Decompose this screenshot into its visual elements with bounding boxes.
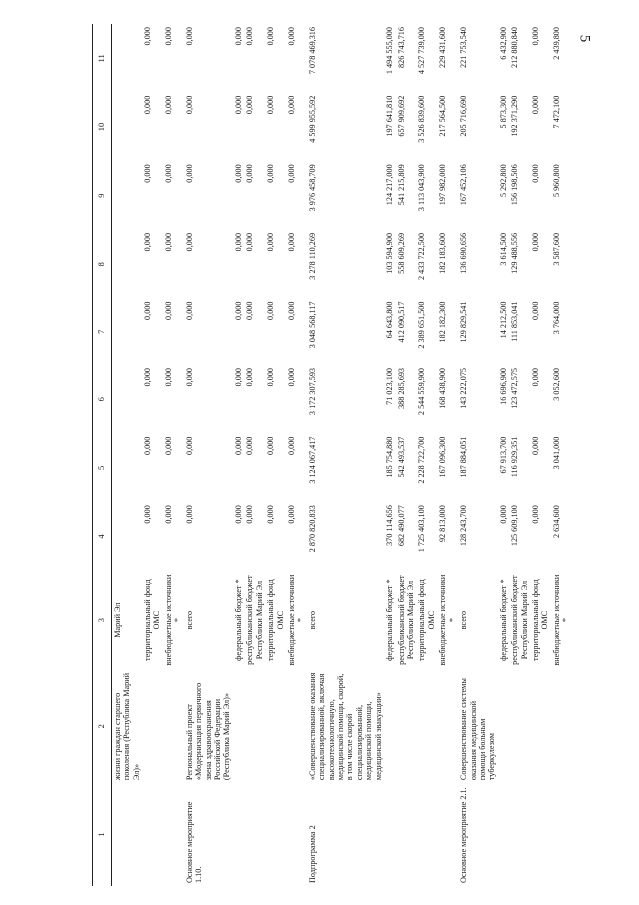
funding-source-cell: федеральный бюджет * [498,579,508,661]
table-row [384,24,395,886]
event-name-cell [233,783,244,886]
amount-cell [111,161,142,230]
table-row [551,24,572,886]
table-row [244,24,265,886]
amount-cell: 0,000 [184,367,194,387]
amount-cell: 221 753,540 [459,27,469,68]
amount-cell: 103 594,900 [385,232,395,274]
table-row [111,24,142,886]
amount-cell: 0,000 [163,436,173,456]
amount-cell [111,502,142,571]
program-title-cell [142,669,163,783]
amount-cell: 0,000 [531,505,541,524]
amount-cell: 192 371,290 [510,95,520,137]
table-row [458,24,498,886]
funding-source-cell: всего [459,610,469,630]
table-row [307,24,384,886]
amount-cell: 0,000 [184,301,194,320]
amount-cell: 128 243,700 [459,505,469,547]
amount-cell: 0,000 [233,232,243,252]
amount-cell: 0,000 [143,367,153,387]
amount-cell: 2 228 722,700 [417,436,427,484]
amount-cell: 657 909,692 [396,95,406,137]
event-name-cell [437,783,458,886]
amount-cell: 370 114,656 [385,505,395,546]
program-title-cell [530,669,551,783]
amount-cell: 0,000 [498,505,508,524]
amount-cell: 3 048 568,117 [307,301,317,349]
amount-cell: 0,000 [233,27,243,46]
funding-source-cell: всего [184,610,194,630]
amount-cell: 3 526 839,600 [417,95,427,143]
program-title-cell [384,669,395,783]
funding-source-cell: внебюджетные источники * [551,574,571,666]
amount-cell: 0,000 [286,95,296,115]
amount-cell: 3 172 307,593 [307,367,317,416]
amount-cell: 6 432,900 [498,27,508,60]
amount-cell: 0,000 [531,27,541,46]
amount-cell: 2 544 559,900 [417,367,427,416]
amount-cell: 4 527 739,000 [417,27,427,75]
amount-cell: 0,000 [163,301,173,320]
event-name-cell [416,783,437,886]
funding-source-cell: федеральный бюджет * [233,579,243,661]
amount-cell: 167 096,300 [438,436,448,478]
amount-cell: 0,000 [143,27,153,46]
table-row [265,24,286,886]
table-row [396,24,417,886]
amount-cell: 92 813,000 [438,505,448,543]
amount-cell: 0,000 [286,27,296,46]
amount-cell: 0,000 [266,232,276,252]
amount-cell: 5 292,800 [498,164,508,198]
column-header: 2 [93,669,112,783]
event-name-cell [111,783,142,886]
amount-cell: 129 829,541 [459,301,469,343]
table-row [498,24,509,886]
amount-cell: 0,000 [184,436,194,456]
amount-cell: 167 452,106 [459,164,469,206]
amount-cell [111,230,142,299]
amount-cell: 0,000 [286,505,296,524]
event-name-cell [286,783,307,886]
amount-cell: 0,000 [143,95,153,115]
column-header: 6 [93,365,112,434]
event-name-cell [265,783,286,886]
amount-cell: 0,000 [266,301,276,320]
amount-cell: 0,000 [245,27,255,46]
amount-cell: 0,000 [245,164,255,183]
amount-cell: 0,000 [233,367,243,387]
amount-cell: 0,000 [245,301,255,320]
amount-cell: 156 198,506 [510,164,520,206]
amount-cell: 143 222,075 [459,367,469,409]
amount-cell: 3 041,000 [551,436,561,470]
amount-cell: 0,000 [531,436,541,456]
amount-cell: 0,000 [531,367,541,387]
funding-source-cell: республиканский бюджет Республики Марий Эл [245,575,264,665]
program-title-cell [396,669,417,783]
program-title-cell [163,669,184,783]
amount-cell: 0,000 [163,505,173,524]
funding-source-cell: территориальный фонд ОМС [143,579,162,661]
amount-cell: 826 743,716 [396,27,406,68]
amount-cell: 0,000 [266,164,276,183]
program-title-cell [509,669,530,783]
event-name-cell [396,783,417,886]
amount-cell: 0,000 [233,301,243,320]
program-title-cell [233,669,244,783]
amount-cell: 1 494 555,000 [385,27,395,75]
amount-cell: 5 960,800 [551,164,561,198]
amount-cell: 0,000 [233,436,243,456]
amount-cell: 125 609,100 [510,505,520,547]
program-title-cell [265,669,286,783]
amount-cell: 212 880,840 [510,27,520,68]
program-title-cell: Совершенствование системы оказания медицинской помощи больным туберкулезом [459,678,497,781]
program-title-cell [437,669,458,783]
rotated-table-container [92,24,617,886]
amount-cell: 0,000 [245,367,255,387]
amount-cell: 0,000 [286,164,296,183]
table-row [142,24,163,886]
document-sheet [92,24,617,886]
program-title-cell [286,669,307,783]
amount-cell: 0,000 [184,232,194,252]
amount-cell: 0,000 [266,505,276,524]
amount-cell: 0,000 [286,301,296,320]
program-title-cell [244,669,265,783]
amount-cell [111,434,142,503]
amount-cell [111,299,142,365]
funding-source-cell: всего [307,610,317,630]
amount-cell: 0,000 [245,436,255,456]
page-number: 5 [576,34,593,43]
amount-cell: 0,000 [233,505,243,524]
amount-cell: 0,000 [233,164,243,183]
amount-cell: 0,000 [245,505,255,524]
table-row [437,24,458,886]
amount-cell: 0,000 [184,164,194,183]
event-name-cell [551,783,572,886]
amount-cell: 2 439,800 [551,27,561,60]
amount-cell: 168 438,900 [438,367,448,409]
amount-cell: 558 609,269 [396,232,406,274]
amount-cell: 64 643,800 [385,301,395,339]
amount-cell: 205 716,690 [459,95,469,137]
event-name-cell [142,783,163,886]
amount-cell: 0,000 [286,436,296,456]
funding-source-cell: республиканский бюджет Республики Марий Эл [510,575,529,665]
amount-cell [111,24,142,93]
amount-cell: 0,000 [184,505,194,524]
funding-source-cell: республиканский бюджет Республики Марий Эл [396,575,415,665]
amount-cell: 541 215,809 [396,164,406,206]
amount-cell: 3 113 043,900 [417,164,427,212]
amount-cell: 3 052,600 [551,367,561,401]
amount-cell: 0,000 [266,436,276,456]
amount-cell: 5 873,300 [498,95,508,129]
amount-cell: 0,000 [233,95,243,115]
amount-cell: 129 488,556 [510,232,520,274]
amount-cell [111,365,142,434]
amount-cell: 4 599 955,592 [307,95,317,143]
amount-cell: 682 490,077 [396,505,406,547]
amount-cell: 2 634,600 [551,505,561,538]
column-header: 10 [93,93,112,162]
amount-cell: 0,000 [163,27,173,46]
amount-cell: 3 587,600 [551,232,561,266]
amount-cell: 0,000 [163,95,173,115]
amount-cell: 542 493,537 [396,436,406,478]
amount-cell: 1 725 403,100 [417,505,427,553]
amount-cell: 2 389 651,500 [417,301,427,349]
amount-cell: 111 853,041 [510,301,520,342]
amount-cell: 7 078 469,316 [307,27,317,75]
event-name-cell [384,783,395,886]
program-title-cell [498,669,509,783]
amount-cell: 229 431,600 [438,27,448,68]
amount-cell: 0,000 [184,95,194,115]
amount-cell: 2 433 722,500 [417,232,427,280]
funding-source-cell: федеральный бюджет * [385,579,395,661]
column-header: 7 [93,299,112,365]
column-header: 8 [93,230,112,299]
program-title-cell: «Совершенствование оказания специализированной, включая высокотехнологичную, медицинской помощи, скорой, в том числе скорой специализированной, медицинской помощи, медицинской эвакуации» [307,672,383,781]
amount-cell: 0,000 [163,232,173,252]
table-row [233,24,244,886]
amount-cell: 0,000 [266,367,276,387]
program-title-cell: жизни граждан старшего поколения (Республика Марий Эл)» [112,673,141,781]
event-name-cell [498,783,509,886]
funding-source-cell: территориальный фонд ОМС [266,579,285,661]
amount-cell: 182 183,600 [438,232,448,274]
funding-source-cell: Марий Эл [112,602,122,638]
amount-cell: 217 564,500 [438,95,448,137]
amount-cell: 0,000 [531,95,541,115]
funding-table [92,24,572,886]
amount-cell: 0,000 [143,232,153,252]
funding-source-cell: внебюджетные источники * [438,574,457,666]
amount-cell: 0,000 [143,164,153,183]
amount-cell: 124 217,000 [385,164,395,206]
event-name-cell: Подпрограмма 2 [307,825,317,883]
event-name-cell [530,783,551,886]
amount-cell: 16 696,900 [498,367,508,405]
amount-cell: 14 212,500 [498,301,508,339]
program-title-cell [416,669,437,783]
funding-source-cell: внебюджетные источники * [163,574,183,666]
header-row [93,24,112,886]
amount-cell: 0,000 [184,27,194,46]
column-header: 5 [93,434,112,503]
amount-cell: 0,000 [266,27,276,46]
amount-cell: 412 090,517 [396,301,406,343]
amount-cell: 3 976 458,709 [307,164,317,212]
amount-cell: 116 929,351 [510,436,520,478]
table-row [416,24,437,886]
column-header: 3 [93,571,112,670]
table-body [111,24,571,886]
table-row [163,24,184,886]
amount-cell: 0,000 [531,232,541,252]
amount-cell: 197 641,810 [385,95,395,137]
amount-cell: 67 913,700 [498,436,508,474]
amount-cell: 3 124 067,417 [307,436,317,484]
column-header: 11 [93,24,112,93]
program-title-cell: Региональный проект «Модернизация первичного звена здравоохранения Российской Федерации (Республика Марий Эл)» [184,682,232,781]
amount-cell: 0,000 [531,164,541,183]
amount-cell: 0,000 [531,301,541,320]
amount-cell: 0,000 [245,232,255,252]
amount-cell: 0,000 [286,232,296,252]
amount-cell: 71 023,100 [385,367,395,405]
amount-cell: 2 870 820,833 [307,505,317,553]
amount-cell: 187 884,051 [459,436,469,478]
event-name-cell [509,783,530,886]
amount-cell: 182 182,300 [438,301,448,343]
table-row [184,24,233,886]
event-name-cell [244,783,265,886]
funding-source-cell: внебюджетные источники * [286,574,306,666]
amount-cell: 388 285,693 [396,367,406,409]
amount-cell: 3 278 110,269 [307,232,317,280]
funding-source-cell: территориальный фонд ОМС [417,579,436,661]
table-row [530,24,551,886]
column-header: 9 [93,161,112,230]
event-name-cell [163,783,184,886]
column-header: 1 [93,783,112,886]
amount-cell: 0,000 [143,436,153,456]
amount-cell: 0,000 [266,95,276,115]
amount-cell: 3 764,000 [551,301,561,335]
amount-cell: 0,000 [163,367,173,387]
table-row [509,24,530,886]
amount-cell: 197 982,000 [438,164,448,206]
table-row [286,24,307,886]
program-title-cell [551,669,572,783]
amount-cell: 0,000 [245,95,255,115]
amount-cell: 0,000 [143,301,153,320]
funding-source-cell: территориальный фонд ОМС [531,579,550,661]
amount-cell: 7 472,100 [551,95,561,129]
amount-cell [111,93,142,162]
amount-cell: 123 472,575 [510,367,520,409]
event-name-cell: Основное мероприятие 1.10. [184,801,204,883]
amount-cell: 185 754,880 [385,436,395,478]
amount-cell: 3 614,500 [498,232,508,266]
amount-cell: 136 690,656 [459,232,469,274]
amount-cell: 0,000 [286,367,296,387]
amount-cell: 0,000 [163,164,173,183]
event-name-cell: Основное мероприятие 2.1. [459,787,469,883]
amount-cell: 0,000 [143,505,153,524]
column-header: 4 [93,502,112,571]
